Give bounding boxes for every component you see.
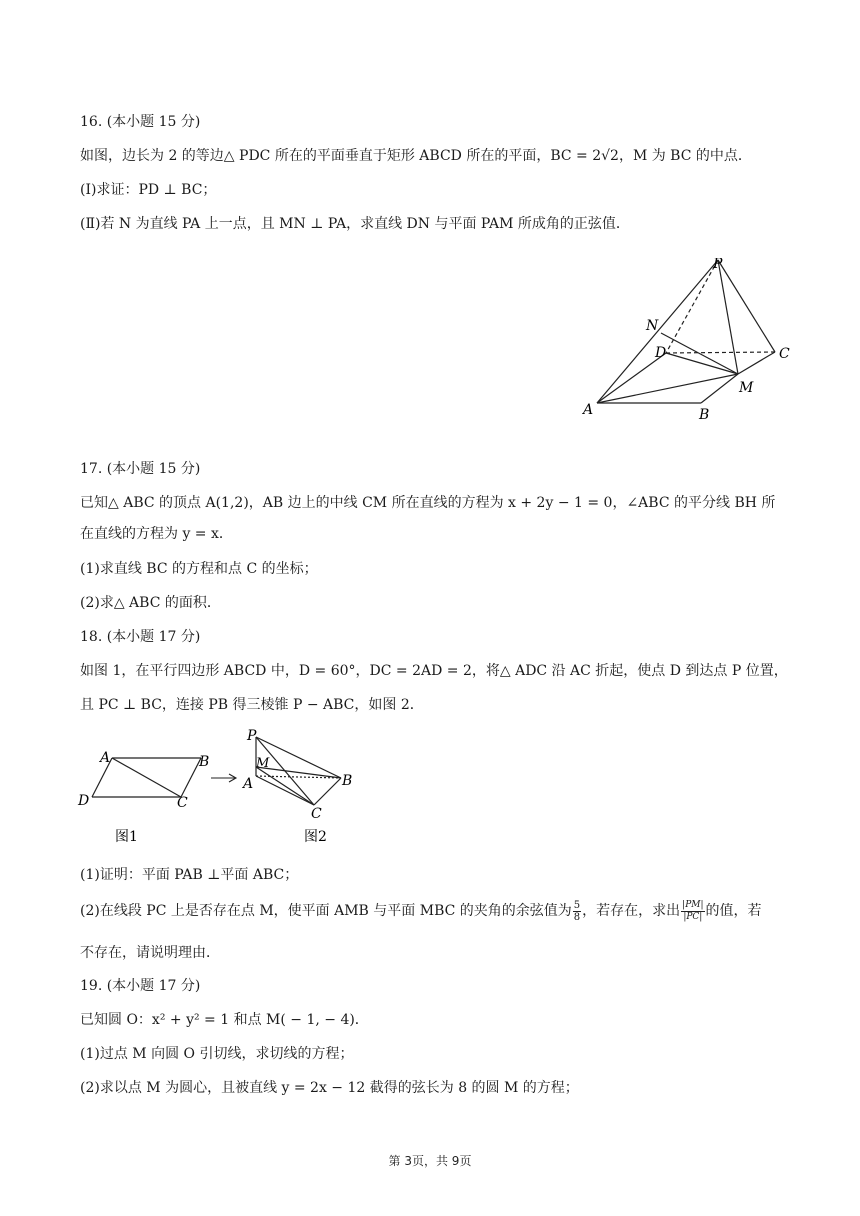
q17-part2: (2)求△ ABC 的面积． bbox=[80, 595, 221, 611]
ratio-numerator: |PM| bbox=[682, 899, 704, 910]
q16-part1: (Ⅰ)求证：PD ⊥ BC； bbox=[80, 182, 217, 198]
fig16-label-P: P bbox=[713, 258, 723, 272]
fig1-label-A: A bbox=[100, 750, 111, 766]
fig1-caption: 图1 bbox=[115, 829, 138, 845]
fig2-label-A: A bbox=[243, 776, 254, 792]
fraction-numerator: 5 bbox=[573, 899, 581, 911]
fig2-caption: 图2 bbox=[304, 829, 327, 845]
fig2-label-C: C bbox=[311, 806, 322, 822]
fig2-label-P: P bbox=[247, 728, 257, 744]
fig16-label-A: A bbox=[583, 402, 594, 418]
fig16-label-N: N bbox=[646, 318, 659, 334]
page-footer: 第 3页，共 9页 bbox=[388, 1154, 472, 1168]
q18-figure bbox=[75, 726, 375, 850]
fig16-label-M: M bbox=[739, 380, 754, 396]
q18-part1: (1)证明：平面 PAB ⊥平面 ABC； bbox=[80, 867, 299, 883]
q18-part2-text-c: 的值，若 bbox=[705, 903, 762, 919]
q19-heading: 19. (本小题 17 分) bbox=[80, 978, 201, 994]
q16-stem: 如图，边长为 2 的等边△ PDC 所在的平面垂直于矩形 ABCD 所在的平面，BC = 2√2，M 为 BC 的中点． bbox=[80, 148, 752, 164]
fig16-label-C: C bbox=[779, 346, 790, 362]
q18-part2 bbox=[80, 898, 762, 924]
q19-part2: (2)求以点 M 为圆心，且被直线 y = 2x − 12 截得的弦长为 8 的圆 M 的方程； bbox=[80, 1080, 579, 1096]
q16-pyramid-figure bbox=[575, 258, 805, 428]
q17-part1: (1)求直线 BC 的方程和点 C 的坐标； bbox=[80, 561, 318, 577]
q18-part2-line2: 不存在，请说明理由． bbox=[80, 945, 220, 961]
fraction-denominator: 8 bbox=[573, 911, 581, 923]
q17-stem-line2: 在直线的方程为 y = x． bbox=[80, 526, 233, 542]
q18-heading: 18. (本小题 17 分) bbox=[80, 629, 201, 645]
arrow-icon bbox=[211, 774, 236, 782]
fig1-label-D: D bbox=[78, 793, 90, 809]
q18-part2-text-a: (2)在线段 PC 上是否存在点 M，使平面 AMB 与平面 MBC 的夹角的余弦值为 bbox=[80, 903, 572, 919]
q16-part2: (Ⅱ)若 N 为直线 PA 上一点，且 MN ⊥ PA，求直线 DN 与平面 PAM 所成角的正弦值． bbox=[80, 216, 630, 232]
fig16-label-B: B bbox=[699, 407, 710, 423]
fig1-label-B: B bbox=[199, 754, 210, 770]
ratio-pm-pc bbox=[681, 900, 704, 923]
q19-part1: (1)过点 M 向圆 O 引切线，求切线的方程； bbox=[80, 1046, 354, 1062]
fig16-label-D: D bbox=[655, 345, 667, 361]
q18-part2-text-b: ，若存在，求出 bbox=[582, 903, 681, 919]
q18-stem-line1: 如图 1，在平行四边形 ABCD 中，D = 60°，DC = 2AD = 2，将△ ADC 沿 AC 折起，使点 D 到达点 P 位置， bbox=[80, 663, 788, 679]
q17-stem-line1: 已知△ ABC 的顶点 A(1,2)，AB 边上的中线 CM 所在直线的方程为 x + 2y − 1 = 0，∠ABC 的平分线 BH 所 bbox=[80, 495, 776, 511]
fig2-label-B: B bbox=[342, 773, 353, 789]
q16-heading: 16. (本小题 15 分) bbox=[80, 114, 201, 130]
ratio-denominator: |PC| bbox=[683, 911, 703, 922]
fraction-5-8 bbox=[573, 900, 581, 923]
q18-stem-line2: 且 PC ⊥ BC，连接 PB 得三棱锥 P − ABC，如图 2． bbox=[80, 697, 424, 713]
q17-heading: 17. (本小题 15 分) bbox=[80, 461, 201, 477]
q19-stem: 已知圆 O：x² + y² = 1 和点 M( − 1, − 4)． bbox=[80, 1012, 369, 1028]
fig2-label-M: M bbox=[256, 756, 270, 771]
fig1-label-C: C bbox=[177, 795, 188, 811]
